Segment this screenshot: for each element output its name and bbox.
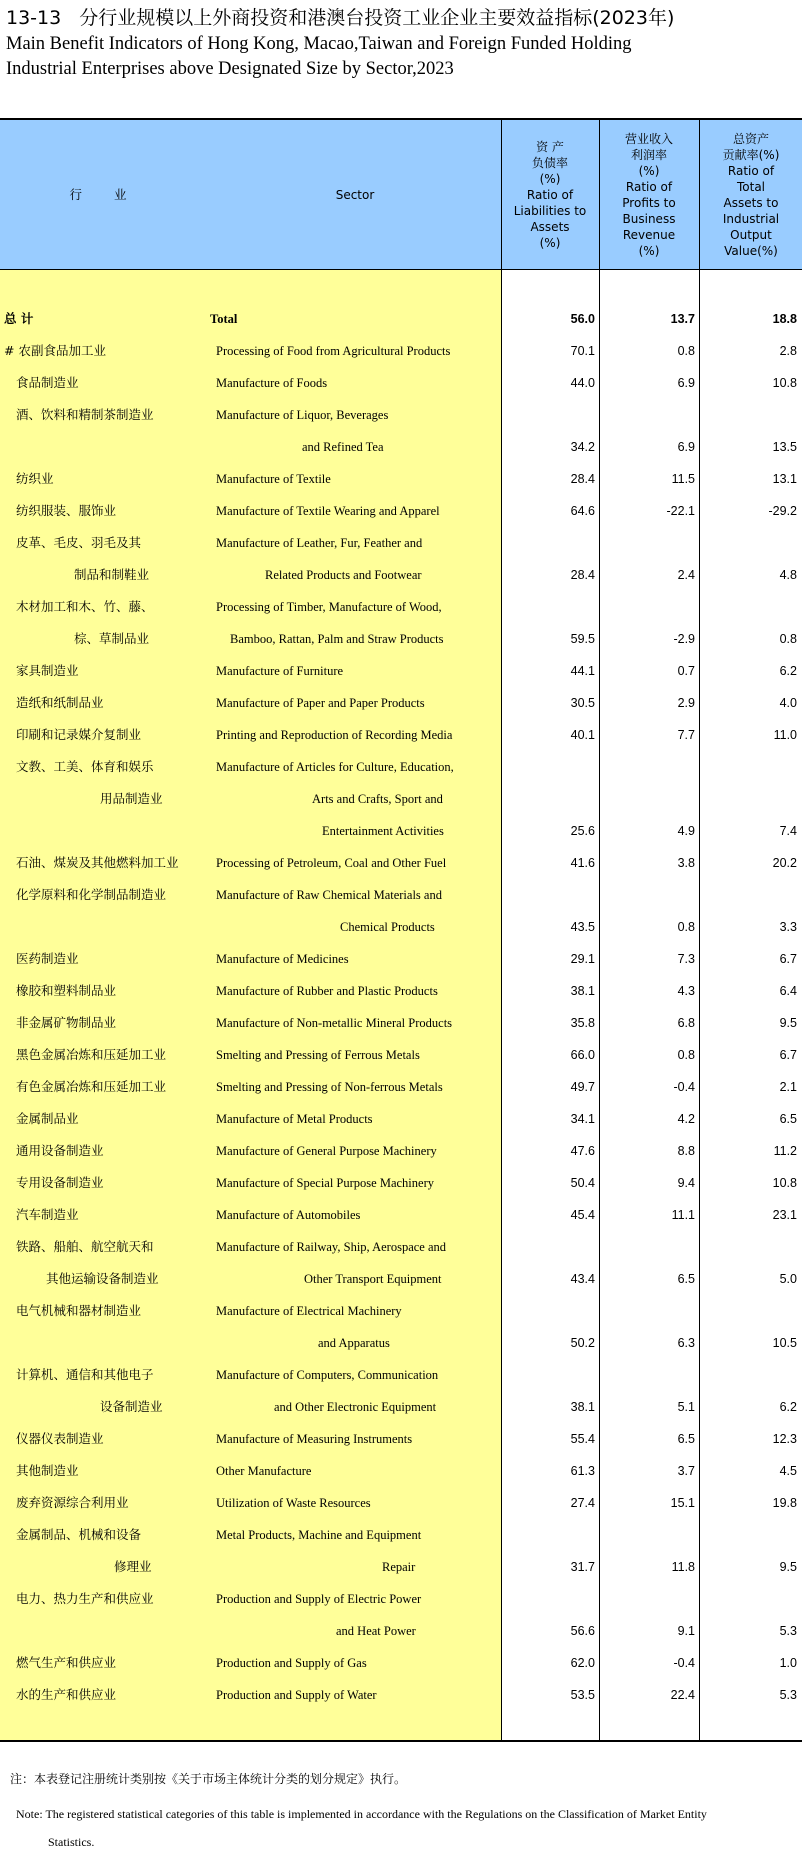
assets-contribution-value: 4.5 — [779, 1464, 797, 1478]
assets-contribution-value: 6.4 — [779, 984, 797, 998]
table-header — [0, 120, 802, 270]
profit-ratio-value: 0.8 — [677, 1048, 695, 1062]
sector-en: Manufacture of Electrical Machinery — [216, 1304, 402, 1318]
header-line: 利润率 — [630, 148, 667, 162]
industry-cn: 用品制造业 — [100, 791, 163, 806]
table-number: 13-13 — [6, 7, 62, 29]
table-row — [0, 367, 802, 399]
sector-en: Chemical Products — [340, 920, 435, 934]
header-liabilities-ratio — [502, 120, 598, 270]
table-row — [0, 1263, 802, 1295]
data-table — [0, 118, 802, 1742]
sector-en: Processing of Timber, Manufacture of Wood, — [216, 600, 442, 614]
industry-cn: 有色金属冶炼和压延加工业 — [16, 1079, 167, 1094]
assets-contribution-value: 6.2 — [779, 1400, 797, 1414]
table-row — [0, 1071, 802, 1103]
table-row — [0, 1423, 802, 1455]
sector-en: Manufacture of Computers, Communication — [216, 1368, 439, 1382]
liabilities-ratio-value: 43.4 — [570, 1272, 595, 1286]
table-row — [0, 591, 802, 623]
liabilities-ratio-value: 44.1 — [570, 664, 595, 678]
industry-cn: 制品和制鞋业 — [74, 567, 150, 582]
liabilities-ratio-value: 59.5 — [570, 632, 595, 646]
profit-ratio-value: 6.3 — [677, 1336, 695, 1350]
liabilities-ratio-value: 28.4 — [570, 568, 595, 582]
sector-en: Production and Supply of Electric Power — [216, 1592, 422, 1606]
sector-en: and Refined Tea — [302, 440, 384, 454]
table-row — [0, 975, 802, 1007]
assets-contribution-value: 3.3 — [779, 920, 797, 934]
industry-cn: # 农副食品加工业 — [4, 343, 106, 358]
profit-ratio-value: 11.5 — [671, 472, 695, 486]
table-row — [0, 463, 802, 495]
sector-en: Manufacture of Measuring Instruments — [216, 1432, 413, 1446]
liabilities-ratio-value: 30.5 — [570, 696, 595, 710]
sector-en: Entertainment Activities — [322, 824, 444, 838]
industry-cn: 其他运输设备制造业 — [46, 1271, 159, 1286]
profit-ratio-value: 6.5 — [677, 1432, 695, 1446]
industry-cn: 修理业 — [114, 1559, 152, 1574]
header-line: Total — [736, 180, 766, 194]
sector-en: Manufacture of Metal Products — [216, 1112, 373, 1126]
liabilities-ratio-value: 62.0 — [570, 1656, 595, 1670]
industry-cn: 文教、工美、体育和娱乐 — [16, 759, 154, 774]
table-row — [0, 1039, 802, 1071]
assets-contribution-value: 6.7 — [779, 1048, 797, 1062]
sector-en: Processing of Petroleum, Coal and Other Fuel — [216, 856, 447, 870]
industry-cn: 设备制造业 — [100, 1399, 163, 1414]
liabilities-ratio-value: 34.1 — [570, 1112, 595, 1126]
assets-contribution-value: -29.2 — [768, 504, 797, 518]
profit-ratio-value: -0.4 — [673, 1656, 695, 1670]
table-row — [0, 687, 802, 719]
profit-ratio-value: 2.4 — [677, 568, 695, 582]
profit-ratio-value: 7.3 — [677, 952, 695, 966]
liabilities-ratio-value: 38.1 — [570, 984, 595, 998]
industry-cn: 废弃资源综合利用业 — [16, 1495, 129, 1510]
assets-contribution-value: 9.5 — [779, 1016, 797, 1030]
sector-en: and Other Electronic Equipment — [274, 1400, 437, 1414]
industry-cn: 其他制造业 — [16, 1463, 79, 1478]
industry-cn: 医药制造业 — [16, 951, 79, 966]
sector-en: Bamboo, Rattan, Palm and Straw Products — [230, 632, 444, 646]
profit-ratio-value: 7.7 — [677, 728, 695, 742]
industry-cn: 酒、饮料和精制茶制造业 — [16, 407, 154, 422]
header-line: 贡献率(%) — [722, 148, 780, 162]
sector-en: Utilization of Waste Resources — [216, 1496, 371, 1510]
liabilities-ratio-value: 41.6 — [570, 856, 595, 870]
profit-ratio-value: 0.8 — [677, 344, 695, 358]
assets-contribution-value: 5.3 — [779, 1688, 797, 1702]
header-line: Liabilities to — [513, 204, 587, 218]
table-row — [0, 431, 802, 463]
industry-cn: 化学原料和化学制品制造业 — [16, 887, 167, 902]
profit-ratio-value: 4.2 — [677, 1112, 695, 1126]
profit-ratio-value: 2.9 — [677, 696, 695, 710]
industry-cn: 总 计 — [4, 311, 34, 326]
sector-en: Manufacture of Raw Chemical Materials and — [216, 888, 442, 902]
sector-en: Manufacture of Automobiles — [216, 1208, 361, 1222]
header-line: Assets to — [723, 196, 779, 210]
header-line: Ratio of — [727, 164, 775, 178]
assets-contribution-value: 4.0 — [779, 696, 797, 710]
header-line: (%) — [539, 172, 561, 186]
profit-ratio-value: 6.5 — [677, 1272, 695, 1286]
sector-en: and Apparatus — [318, 1336, 390, 1350]
title-cn: 分行业规模以上外商投资和港澳台投资工业企业主要效益指标(2023年) — [79, 7, 675, 29]
profit-ratio-value: 0.8 — [677, 920, 695, 934]
profit-ratio-value: 3.7 — [677, 1464, 695, 1478]
table-row — [0, 495, 802, 527]
table-row — [0, 1519, 802, 1551]
profit-ratio-value: 6.9 — [677, 376, 695, 390]
assets-contribution-value: 6.5 — [779, 1112, 797, 1126]
profit-ratio-value: 0.7 — [677, 664, 695, 678]
table-row — [0, 1295, 802, 1327]
liabilities-ratio-value: 70.1 — [570, 344, 595, 358]
table-row — [0, 751, 802, 783]
header-sector: Sector — [335, 188, 375, 202]
profit-ratio-value: 4.9 — [677, 824, 695, 838]
assets-contribution-value: 4.8 — [779, 568, 797, 582]
sector-en: Manufacture of Leather, Fur, Feather and — [216, 536, 423, 550]
table-row — [0, 655, 802, 687]
header-assets-contribution — [700, 120, 802, 270]
assets-contribution-value: 19.8 — [772, 1496, 797, 1510]
industry-cn: 金属制品、机械和设备 — [16, 1527, 142, 1542]
liabilities-ratio-value: 45.4 — [570, 1208, 595, 1222]
sector-en: Manufacture of Liquor, Beverages — [216, 408, 389, 422]
header-line: (%) — [638, 164, 660, 178]
table-row — [0, 335, 802, 367]
industry-cn: 水的生产和供应业 — [16, 1687, 117, 1702]
profit-ratio-value: -22.1 — [666, 504, 695, 518]
note-en-line1: Note: The registered statistical categories of this table is implemented in accordance with the Regulations on the Classification of Market Entity — [16, 1807, 707, 1821]
industry-cn: 纺织业 — [16, 471, 54, 486]
header-line: Ratio of — [526, 188, 574, 202]
industry-cn: 仪器仪表制造业 — [16, 1431, 104, 1446]
assets-contribution-value: 10.5 — [772, 1336, 797, 1350]
table-row — [0, 1487, 802, 1519]
industry-cn: 木材加工和木、竹、藤、 — [16, 599, 154, 614]
table-row — [0, 1551, 802, 1583]
liabilities-ratio-value: 66.0 — [570, 1048, 595, 1062]
sector-en: Smelting and Pressing of Ferrous Metals — [216, 1048, 420, 1062]
profit-ratio-value: 3.8 — [677, 856, 695, 870]
liabilities-ratio-value: 64.6 — [570, 504, 595, 518]
header-line: Ratio of — [625, 180, 673, 194]
liabilities-ratio-value: 50.4 — [570, 1176, 595, 1190]
assets-contribution-value: 1.0 — [779, 1656, 797, 1670]
table-row — [0, 623, 802, 655]
table-row — [0, 1615, 802, 1647]
liabilities-ratio-value: 27.4 — [570, 1496, 595, 1510]
liabilities-ratio-value: 50.2 — [570, 1336, 595, 1350]
liabilities-ratio-value: 34.2 — [570, 440, 595, 454]
sector-en: Manufacture of Special Purpose Machinery — [216, 1176, 434, 1190]
sector-en: and Heat Power — [336, 1624, 416, 1638]
assets-contribution-value: 23.1 — [772, 1208, 797, 1222]
assets-contribution-value: 5.3 — [779, 1624, 797, 1638]
profit-ratio-value: 4.3 — [677, 984, 695, 998]
liabilities-ratio-value: 43.5 — [570, 920, 595, 934]
liabilities-ratio-value: 55.4 — [570, 1432, 595, 1446]
table-row — [0, 1455, 802, 1487]
industry-cn: 电力、热力生产和供应业 — [16, 1591, 154, 1606]
title-en-line1: Main Benefit Indicators of Hong Kong, Macao,Taiwan and Foreign Funded Holding — [6, 34, 632, 54]
table-row — [0, 943, 802, 975]
table-row — [0, 527, 802, 559]
profit-ratio-value: 8.8 — [677, 1144, 695, 1158]
liabilities-ratio-value: 44.0 — [570, 376, 595, 390]
header-line: Value(%) — [724, 244, 778, 258]
liabilities-ratio-value: 53.5 — [570, 1688, 595, 1702]
title-block — [6, 4, 796, 82]
header-line: 总资产 — [732, 132, 769, 146]
title-en-line2: Industrial Enterprises above Designated Size by Sector,2023 — [6, 59, 454, 79]
sector-en: Manufacture of Medicines — [216, 952, 349, 966]
assets-contribution-value: 13.5 — [772, 440, 797, 454]
liabilities-ratio-value: 40.1 — [570, 728, 595, 742]
assets-contribution-value: 2.1 — [779, 1080, 797, 1094]
table-row — [0, 1583, 802, 1615]
sector-en: Manufacture of General Purpose Machinery — [216, 1144, 437, 1158]
title-cn-line — [6, 4, 796, 32]
sector-en: Metal Products, Machine and Equipment — [216, 1528, 422, 1542]
industry-cn: 铁路、船舶、航空航天和 — [16, 1239, 154, 1254]
assets-contribution-value: 11.0 — [773, 728, 797, 742]
industry-cn: 纺织服装、服饰业 — [16, 503, 117, 518]
industry-cn: 通用设备制造业 — [16, 1143, 104, 1158]
industry-cn: 皮革、毛皮、羽毛及其 — [16, 535, 142, 550]
assets-contribution-value: 2.8 — [779, 344, 797, 358]
table-row — [0, 1199, 802, 1231]
sector-en: Printing and Reproduction of Recording Media — [216, 728, 453, 742]
industry-cn: 棕、草制品业 — [74, 631, 150, 646]
liabilities-ratio-value: 56.6 — [570, 1624, 595, 1638]
note-en-line2: Statistics. — [48, 1835, 95, 1849]
sector-en: Manufacture of Rubber and Plastic Products — [216, 984, 438, 998]
header-line: (%) — [638, 244, 660, 258]
header-line: 营业收入 — [624, 132, 673, 146]
assets-contribution-value: 6.2 — [779, 664, 797, 678]
industry-cn: 电气机械和器材制造业 — [16, 1303, 142, 1318]
table-row — [0, 847, 802, 879]
industry-cn: 食品制造业 — [16, 375, 79, 390]
sector-en: Processing of Food from Agricultural Products — [216, 344, 451, 358]
liabilities-ratio-value: 49.7 — [570, 1080, 595, 1094]
table-row — [0, 1327, 802, 1359]
profit-ratio-value: 13.7 — [670, 312, 695, 326]
assets-contribution-value: 11.2 — [773, 1144, 797, 1158]
table-row — [0, 1007, 802, 1039]
sector-en: Production and Supply of Water — [216, 1688, 377, 1702]
industry-cn: 金属制品业 — [16, 1111, 79, 1126]
liabilities-ratio-value: 31.7 — [570, 1560, 595, 1574]
table-row — [0, 1359, 802, 1391]
industry-cn: 非金属矿物制品业 — [16, 1015, 117, 1030]
table-row — [0, 719, 802, 751]
profit-ratio-value: 9.1 — [677, 1624, 695, 1638]
liabilities-ratio-value: 35.8 — [570, 1016, 595, 1030]
profit-ratio-value: 5.1 — [677, 1400, 695, 1414]
liabilities-ratio-value: 38.1 — [570, 1400, 595, 1414]
assets-contribution-value: 18.8 — [772, 312, 797, 326]
note-cn: 注：本表登记注册统计类别按《关于市场主体统计分类的划分规定》执行。 — [10, 1772, 407, 1786]
note-en — [16, 1800, 786, 1856]
table-row — [0, 879, 802, 911]
header-line: Business — [622, 212, 676, 226]
sector-en: Other Transport Equipment — [304, 1272, 442, 1286]
sector-en: Manufacture of Non-metallic Mineral Products — [216, 1016, 453, 1030]
header-line: Output — [730, 228, 772, 242]
profit-ratio-value: 22.4 — [670, 1688, 695, 1702]
assets-contribution-value: 5.0 — [779, 1272, 797, 1286]
liabilities-ratio-value: 47.6 — [570, 1144, 595, 1158]
industry-cn: 燃气生产和供应业 — [16, 1655, 117, 1670]
header-line: 资 产 — [536, 140, 564, 154]
total-row — [0, 303, 802, 335]
table-row — [0, 783, 802, 815]
industry-cn: 计算机、通信和其他电子 — [16, 1367, 154, 1382]
sector-en: Production and Supply of Gas — [216, 1656, 367, 1670]
liabilities-ratio-value: 28.4 — [570, 472, 595, 486]
industry-cn: 家具制造业 — [16, 663, 79, 678]
profit-ratio-value: 9.4 — [677, 1176, 695, 1190]
table-row — [0, 1391, 802, 1423]
sector-en: Manufacture of Articles for Culture, Education, — [216, 760, 454, 774]
liabilities-ratio-value: 29.1 — [570, 952, 595, 966]
assets-contribution-value: 13.1 — [772, 472, 797, 486]
assets-contribution-value: 10.8 — [772, 376, 797, 390]
sector-en: Manufacture of Furniture — [216, 664, 344, 678]
sector-en: Manufacture of Textile Wearing and Apparel — [216, 504, 440, 518]
header-industry: 行 业 — [69, 187, 141, 202]
assets-contribution-value: 9.5 — [779, 1560, 797, 1574]
profit-ratio-value: -2.9 — [673, 632, 695, 646]
industry-cn: 专用设备制造业 — [16, 1175, 104, 1190]
profit-ratio-value: -0.4 — [673, 1080, 695, 1094]
table-row — [0, 1135, 802, 1167]
sector-en: Smelting and Pressing of Non-ferrous Metals — [216, 1080, 443, 1094]
header-line: (%) — [539, 236, 561, 250]
sector-en: Repair — [382, 1560, 416, 1574]
assets-contribution-value: 6.7 — [779, 952, 797, 966]
table-body — [0, 303, 802, 1711]
assets-contribution-value: 20.2 — [772, 856, 797, 870]
industry-cn: 石油、煤炭及其他燃料加工业 — [16, 855, 179, 870]
sector-en: Related Products and Footwear — [265, 568, 422, 582]
industry-cn: 印刷和记录媒介复制业 — [16, 727, 142, 742]
table-row — [0, 1167, 802, 1199]
sector-en: Manufacture of Paper and Paper Products — [216, 696, 425, 710]
sector-en: Manufacture of Textile — [216, 472, 331, 486]
sector-en: Other Manufacture — [216, 1464, 312, 1478]
industry-cn: 橡胶和塑料制品业 — [16, 983, 117, 998]
table-row — [0, 815, 802, 847]
header-line: Assets — [530, 220, 570, 234]
profit-ratio-value: 6.8 — [677, 1016, 695, 1030]
sector-en: Manufacture of Railway, Ship, Aerospace and — [216, 1240, 447, 1254]
header-line: Industrial — [722, 212, 780, 226]
profit-ratio-value: 15.1 — [670, 1496, 695, 1510]
industry-cn: 黑色金属冶炼和压延加工业 — [16, 1047, 167, 1062]
table-row — [0, 911, 802, 943]
industry-cn: 汽车制造业 — [16, 1207, 79, 1222]
header-line: 负债率 — [531, 156, 568, 170]
header-line: Profits to — [622, 196, 676, 210]
sector-en: Arts and Crafts, Sport and — [312, 792, 443, 806]
liabilities-ratio-value: 61.3 — [570, 1464, 595, 1478]
liabilities-ratio-value: 56.0 — [570, 312, 595, 326]
profit-ratio-value: 6.9 — [677, 440, 695, 454]
header-profit-ratio — [600, 120, 698, 270]
assets-contribution-value: 0.8 — [779, 632, 797, 646]
table-row — [0, 559, 802, 591]
sector-en: Total — [210, 312, 238, 326]
table-row — [0, 1103, 802, 1135]
assets-contribution-value: 12.3 — [772, 1432, 797, 1446]
table-row — [0, 1231, 802, 1263]
profit-ratio-value: 11.1 — [671, 1208, 695, 1222]
industry-cn: 造纸和纸制品业 — [16, 695, 104, 710]
assets-contribution-value: 7.4 — [779, 824, 797, 838]
sector-en: Manufacture of Foods — [216, 376, 328, 390]
profit-ratio-value: 11.8 — [671, 1560, 695, 1574]
header-line: Revenue — [622, 228, 676, 242]
table-row — [0, 399, 802, 431]
table-row — [0, 1647, 802, 1679]
table-row — [0, 1679, 802, 1711]
assets-contribution-value: 10.8 — [772, 1176, 797, 1190]
liabilities-ratio-value: 25.6 — [570, 824, 595, 838]
